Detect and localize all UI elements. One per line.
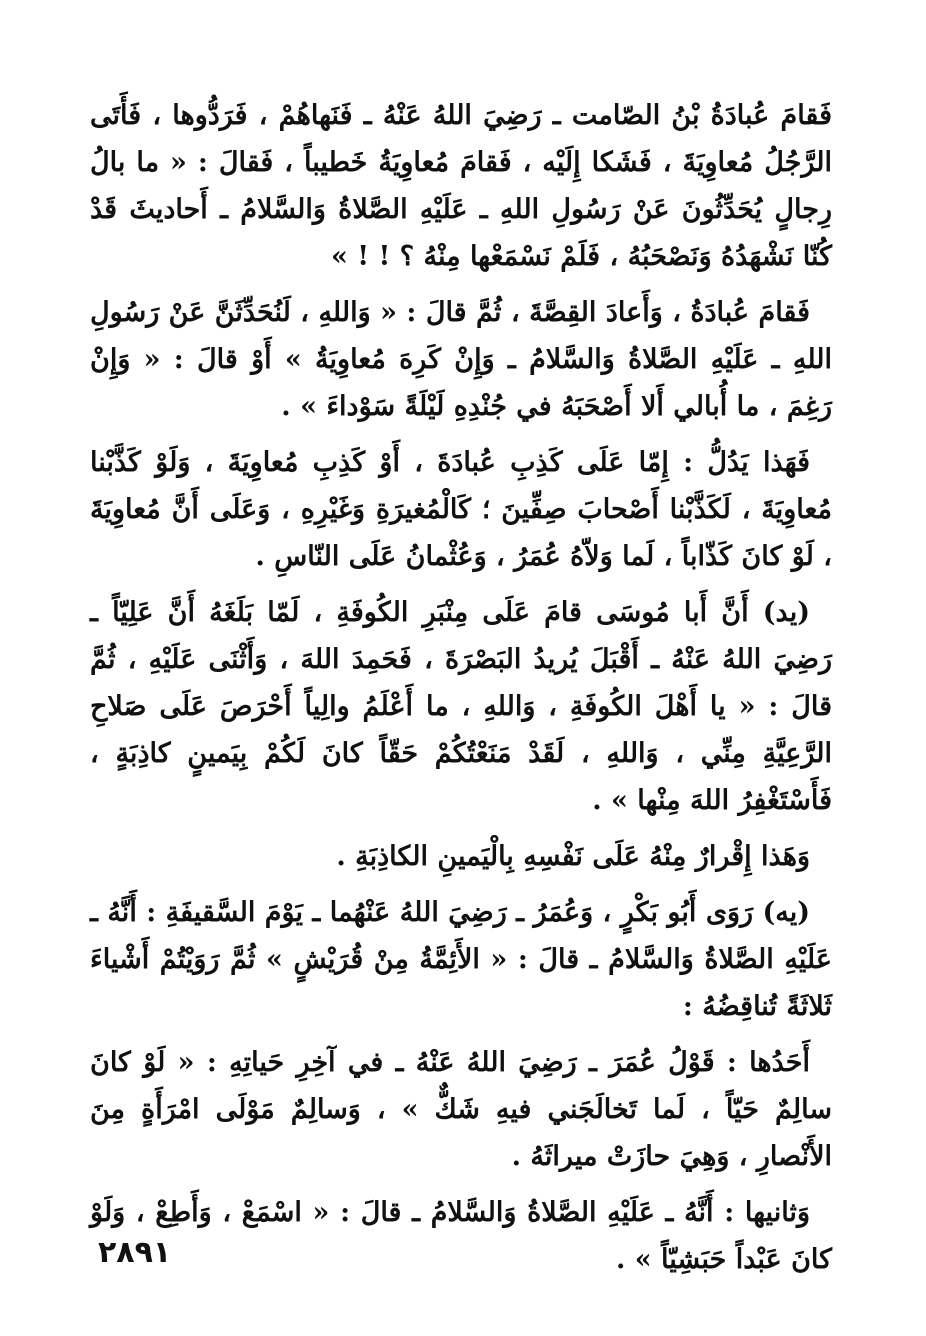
paragraph: وَثانيها : أَنَّهُ ـ عَلَيْهِ الصَّلاةُ وَالسَّلامُ ـ قالَ : « اسْمَعْ ، وَأَطِعْ ، وَلَوْ كانَ عَبْداً حَبَشِيّاً » .	[90, 1197, 832, 1275]
paragraph: فَقامَ عُبادَةُ بْنُ الصّامت ـ رَضِيَ اللهُ عَنْهُ ـ فَنَهاهُمْ ، فَرَدُّوها ، فَأَتَى الرَّجُلُ مُعاوِيَةَ ، فَشَكا إِلَيْه ، فَقامَ مُعاوِيَةُ خَطيباً ، فَقالَ : « ما بالُ رِجالٍ يُحَدِّثُونَ عَنْ رَسُولِ اللهِ ـ عَلَيْهِ الصَّلاةُ وَالسَّلامُ ـ أَحاديثَ قَدْ كُنّا نَشْهَدُهُ وَنَصْحَبُهُ ، فَلَمْ نَسْمَعْها مِنْهُ ؟ ! ! »	[90, 100, 832, 272]
page-number: ٢٨٩١	[98, 1235, 172, 1270]
paragraph: وَهَذا إِقْرارٌ مِنْهُ عَلَى نَفْسِهِ بِالْيَمينِ الكاذِبَةِ .	[336, 841, 810, 872]
paragraph: (يه) رَوَى أَبُو بَكْرٍ ، وَعُمَرُ ـ رَضِيَ اللهُ عَنْهُما ـ يَوْمَ السَّقيفَةِ : أَنَّهُ ـ عَلَيْهِ الصَّلاةُ وَالسَّلامُ ـ قالَ : « الأَئِمَّةُ مِنْ قُرَيْشٍ » ثُمَّ رَوَيْتُمْ أَشْياءَ ثَلاثَةً تُناقِضُهُ :	[90, 897, 832, 1022]
paragraph: فَقامَ عُبادَةُ ، وَأَعادَ القِصَّةَ ، ثُمَّ قالَ : « وَاللهِ ، لَنُحَدِّثَنَّ عَنْ رَسُولِ اللهِ ـ عَلَيْهِ الصَّلاةُ وَالسَّلامُ ـ وَإِنْ كَرِهَ مُعاوِيَةُ » أَوْ قالَ : « وَإِنْ رَغِمَ ، ما أُبالي أَلا أَصْحَبَهُ في جُنْدِهِ لَيْلَةً سَوْداءَ » .	[90, 297, 832, 422]
paragraph: أَحَدُها : قَوْلُ عُمَرَ ـ رَضِيَ اللهُ عَنْهُ ـ في آخِرِ حَياتِهِ : « لَوْ كانَ سالِمٌ حَيّاً ، لَما تَخالَجَني فيهِ شَكٌّ » ، وَسالِمٌ مَوْلَى امْرَأَةٍ مِنَ الأَنْصارِ ، وَهِيَ حازَتْ ميراثَهُ .	[90, 1047, 832, 1172]
paragraph: (يد) أَنَّ أَبا مُوسَى قامَ عَلَى مِنْبَرِ الكُوفَةِ ، لَمّا بَلَغَهُ أَنَّ عَلِيّاً ـ رَضِيَ اللهُ عَنْهُ ـ أَقْبَلَ يُريدُ البَصْرَةَ ، فَحَمِدَ اللهَ ، وَأَثْنَى عَلَيْهِ ، ثُمَّ قالَ : « يا أَهْلَ الكُوفَةِ ، وَاللهِ ، ما أَعْلَمُ والِياً أَحْرَصَ عَلَى صَلاحِ الرَّعِيَّةِ مِنِّي ، وَاللهِ ، لَقَدْ مَنَعْتُكُمْ حَقّاً كانَ لَكُمْ بِيَمينٍ كاذِبَةٍ ، فَأَسْتَغْفِرُ اللهَ مِنْها » .	[90, 597, 832, 816]
paragraph: فَهَذا يَدُلُّ : إِمّا عَلَى كَذِبِ عُبادَةَ ، أَوْ كَذِبِ مُعاوِيَةَ ، وَلَوْ كَذَّبْنا مُعاوِيَةَ ، لَكَذَّبْنا أَصْحابَ صِفِّينَ ؛ كَالْمُغيرَةِ وَغَيْرِهِ ، وَعَلَى أَنَّ مُعاوِيَةَ ، لَوْ كانَ كَذّاباً ، لَما وَلاّهُ عُمَرُ ، وَعُثْمانُ عَلَى النّاسِ .	[90, 447, 832, 572]
